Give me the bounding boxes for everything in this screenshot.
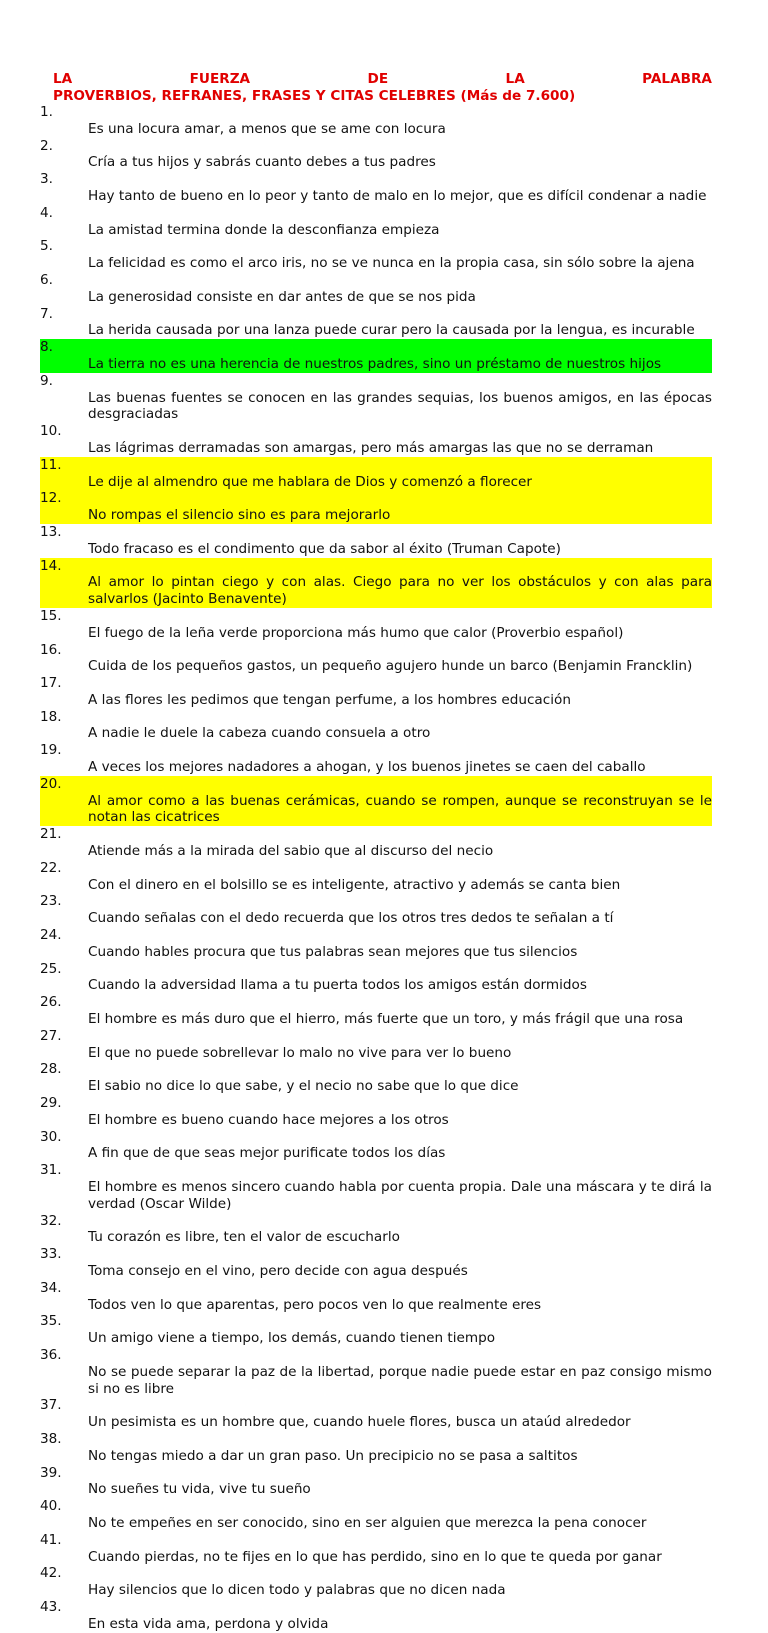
list-item-text: Cría a tus hijos y sabrás cuanto debes a tus padres: [88, 154, 436, 171]
list-item-text: Las lágrimas derramadas son amargas, pero más amargas las que no se derraman: [88, 439, 654, 456]
list-item: [0, 1213, 768, 1247]
list-item-number: 21.: [40, 826, 62, 843]
list-item-text: La herida causada por una lanza puede curar pero la causada por la lengua, es incurable: [88, 322, 695, 339]
list-item: [0, 1532, 768, 1566]
list-item-number: 7.: [40, 305, 53, 322]
list-item-text: La tierra no es una herencia de nuestros padres, sino un préstamo de nuestros hijos: [88, 355, 662, 372]
list-item-text: No te empeñes en ser conocido, sino en ser alguien que merezca la pena conocer: [88, 1514, 647, 1531]
title-line-2: PROVERBIOS, REFRANES, FRASES Y CITAS CELEBRES (Más de 7.600): [53, 88, 576, 104]
list-item: [0, 994, 768, 1028]
list-item-text: Cuando pierdas, no te fijes en lo que has perdido, sino en lo que te queda por ganar: [88, 1548, 662, 1565]
list-item-number: 25.: [40, 960, 62, 977]
list-item-number: 19.: [40, 742, 62, 759]
list-item: [0, 373, 768, 423]
list-item: [0, 306, 768, 340]
title-word: LA: [53, 71, 73, 87]
list-item: [0, 1129, 768, 1163]
quote-list: [0, 104, 768, 1633]
list-item-number: 6.: [40, 271, 53, 288]
list-item: [0, 1347, 768, 1397]
list-item-number: 43.: [40, 1598, 62, 1615]
list-item-text: Tu corazón es libre, ten el valor de escucharlo: [88, 1229, 400, 1246]
list-item-text: A las flores les pedimos que tengan perfume, a los hombres educación: [88, 691, 571, 708]
list-item: [0, 339, 768, 373]
list-item-text: Un pesimista es un hombre que, cuando huele flores, busca un ataúd alrededor: [88, 1414, 631, 1431]
list-item-number: 1.: [40, 104, 53, 120]
list-item-number: 2.: [40, 137, 53, 154]
list-item-number: 32.: [40, 1212, 62, 1229]
list-item-number: 16.: [40, 641, 62, 658]
list-item: [0, 524, 768, 558]
list-item: [0, 1498, 768, 1532]
list-item-number: 37.: [40, 1397, 62, 1414]
list-item: [0, 1465, 768, 1499]
list-item-text: Cuando la adversidad llama a tu puerta todos los amigos están dormidos: [88, 977, 587, 994]
list-item-number: 18.: [40, 708, 62, 725]
list-item: [0, 1565, 768, 1599]
title-line-1: [53, 71, 712, 88]
list-item-text: Atiende más a la mirada del sabio que al discurso del necio: [88, 843, 494, 860]
list-item-text: A fin que de que seas mejor purificate todos los días: [88, 1145, 446, 1162]
list-item-number: 35.: [40, 1313, 62, 1330]
list-item-text: Un amigo viene a tiempo, los demás, cuando tienen tiempo: [88, 1330, 496, 1347]
list-item-number: 11.: [40, 456, 62, 473]
list-item-text: El sabio no dice lo que sabe, y el necio no sabe que lo que dice: [88, 1078, 519, 1095]
list-item-text: La amistad termina donde la desconfianza empieza: [88, 221, 440, 238]
list-item-text: El hombre es bueno cuando hace mejores a los otros: [88, 1111, 449, 1128]
list-item-text: El fuego de la leña verde proporciona más humo que calor (Proverbio español): [88, 624, 624, 641]
list-item-text: En esta vida ama, perdona y olvida: [88, 1615, 329, 1632]
list-item-text: La generosidad consiste en dar antes de que se nos pida: [88, 288, 476, 305]
list-item-number: 4.: [40, 204, 53, 221]
list-item-number: 24.: [40, 927, 62, 944]
list-item-text: Cuando hables procura que tus palabras sean mejores que tus silencios: [88, 943, 578, 960]
list-item-text: Es una locura amar, a menos que se ame con locura: [88, 120, 446, 137]
list-item-text: Hay tanto de bueno en lo peor y tanto de malo en lo mejor, que es difícil condenar a nadie: [88, 187, 707, 204]
list-item: [0, 1061, 768, 1095]
list-item-text: Toma consejo en el vino, pero decide con agua después: [88, 1262, 468, 1279]
list-item: [0, 608, 768, 642]
list-item-number: 15.: [40, 607, 62, 624]
list-item-number: 31.: [40, 1162, 62, 1179]
list-item: [0, 709, 768, 743]
list-item-number: 42.: [40, 1565, 62, 1582]
list-item: [0, 1246, 768, 1280]
list-item: [0, 860, 768, 894]
title-word: FUERZA: [189, 71, 251, 87]
list-item-text: Al amor como a las buenas cerámicas, cuando se rompen, aunque se reconstruyan se le notan las cicatrices: [88, 792, 712, 826]
list-item-text: El que no puede sobrellevar lo malo no vive para ver lo bueno: [88, 1044, 512, 1061]
list-item: [0, 138, 768, 172]
list-item: [0, 742, 768, 776]
list-item-text: No tengas miedo a dar un gran paso. Un precipicio no se pasa a saltitos: [88, 1447, 578, 1464]
list-item-text: No sueñes tu vida, vive tu sueño: [88, 1481, 311, 1498]
list-item: [0, 1313, 768, 1347]
list-item-text: Todos ven lo que aparentas, pero pocos ven lo que realmente eres: [88, 1296, 542, 1313]
list-item-number: 38.: [40, 1430, 62, 1447]
list-item: [0, 1431, 768, 1465]
list-item: [0, 238, 768, 272]
list-item-text: Cuida de los pequeños gastos, un pequeño agujero hunde un barco (Benjamin Francklin): [88, 658, 693, 675]
list-item: [0, 490, 768, 524]
list-item-number: 22.: [40, 859, 62, 876]
list-item: [0, 1162, 768, 1212]
list-item-text: Las buenas fuentes se conocen en las grandes sequias, los buenos amigos, en las épocas desgraciadas: [88, 389, 712, 423]
list-item-number: 36.: [40, 1346, 62, 1363]
title-word: LA: [505, 71, 525, 87]
list-item: [0, 1095, 768, 1129]
list-item-number: 27.: [40, 1027, 62, 1044]
list-item-text: A nadie le duele la cabeza cuando consuela a otro: [88, 725, 431, 742]
list-item-number: 14.: [40, 557, 62, 574]
list-item: [0, 205, 768, 239]
list-item-number: 28.: [40, 1061, 62, 1078]
list-item: [0, 171, 768, 205]
list-item: [0, 675, 768, 709]
list-item: [0, 1397, 768, 1431]
list-item: [0, 961, 768, 995]
list-item-text: A veces los mejores nadadores a ahogan, y los buenos jinetes se caen del caballo: [88, 759, 646, 776]
list-item-number: 30.: [40, 1128, 62, 1145]
list-item: [0, 776, 768, 826]
list-item-number: 29.: [40, 1095, 62, 1112]
list-item-number: 34.: [40, 1279, 62, 1296]
list-item-number: 20.: [40, 775, 62, 792]
list-item-text: El hombre es más duro que el hierro, más fuerte que un toro, y más frágil que una rosa: [88, 1011, 684, 1028]
list-item-text: Hay silencios que lo dicen todo y palabras que no dicen nada: [88, 1582, 506, 1599]
list-item-number: 12.: [40, 490, 62, 507]
list-item: [0, 558, 768, 608]
list-item: [0, 272, 768, 306]
list-item-text: Todo fracaso es el condimento que da sabor al éxito (Truman Capote): [88, 540, 561, 557]
list-item-text: No rompas el silencio sino es para mejorarlo: [88, 507, 391, 524]
title-word: DE: [367, 71, 389, 87]
list-item-number: 10.: [40, 423, 62, 440]
list-item: [0, 642, 768, 676]
list-item: [0, 893, 768, 927]
list-item-text: No se puede separar la paz de la libertad, porque nadie puede estar en paz consigo mismo si no es libre: [88, 1363, 712, 1397]
list-item-number: 13.: [40, 523, 62, 540]
list-item-text: El hombre es menos sincero cuando habla por cuenta propia. Dale una máscara y te dirá la verdad (Oscar Wilde): [88, 1179, 712, 1212]
list-item-number: 39.: [40, 1464, 62, 1481]
list-item: [0, 927, 768, 961]
list-item-number: 26.: [40, 994, 62, 1011]
list-item-number: 23.: [40, 893, 62, 910]
list-item-number: 8.: [40, 339, 53, 356]
list-item-number: 40.: [40, 1498, 62, 1515]
list-item-number: 41.: [40, 1531, 62, 1548]
list-item-number: 33.: [40, 1246, 62, 1263]
list-item: [0, 104, 768, 138]
list-item: [0, 1599, 768, 1633]
list-item-number: 3.: [40, 171, 53, 188]
list-item-number: 9.: [40, 372, 53, 389]
title-word: PALABRA: [642, 71, 712, 87]
list-item: [0, 457, 768, 491]
list-item: [0, 1028, 768, 1062]
list-item-number: 17.: [40, 675, 62, 692]
list-item-text: Con el dinero en el bolsillo se es inteligente, atractivo y además se canta bien: [88, 876, 621, 893]
list-item: [0, 826, 768, 860]
list-item-number: 5.: [40, 238, 53, 255]
list-item-text: La felicidad es como el arco iris, no se ve nunca en la propia casa, sin sólo sobre la ajena: [88, 255, 695, 272]
list-item-text: Al amor lo pintan ciego y con alas. Ciego para no ver los obstáculos y con alas para salvarlos (Jacinto Benavente): [88, 574, 712, 608]
list-item: [0, 1280, 768, 1314]
list-item-text: Le dije al almendro que me hablara de Dios y comenzó a florecer: [88, 473, 533, 490]
list-item-text: Cuando señalas con el dedo recuerda que los otros tres dedos te señalan a tí: [88, 910, 614, 927]
list-item: [0, 423, 768, 457]
